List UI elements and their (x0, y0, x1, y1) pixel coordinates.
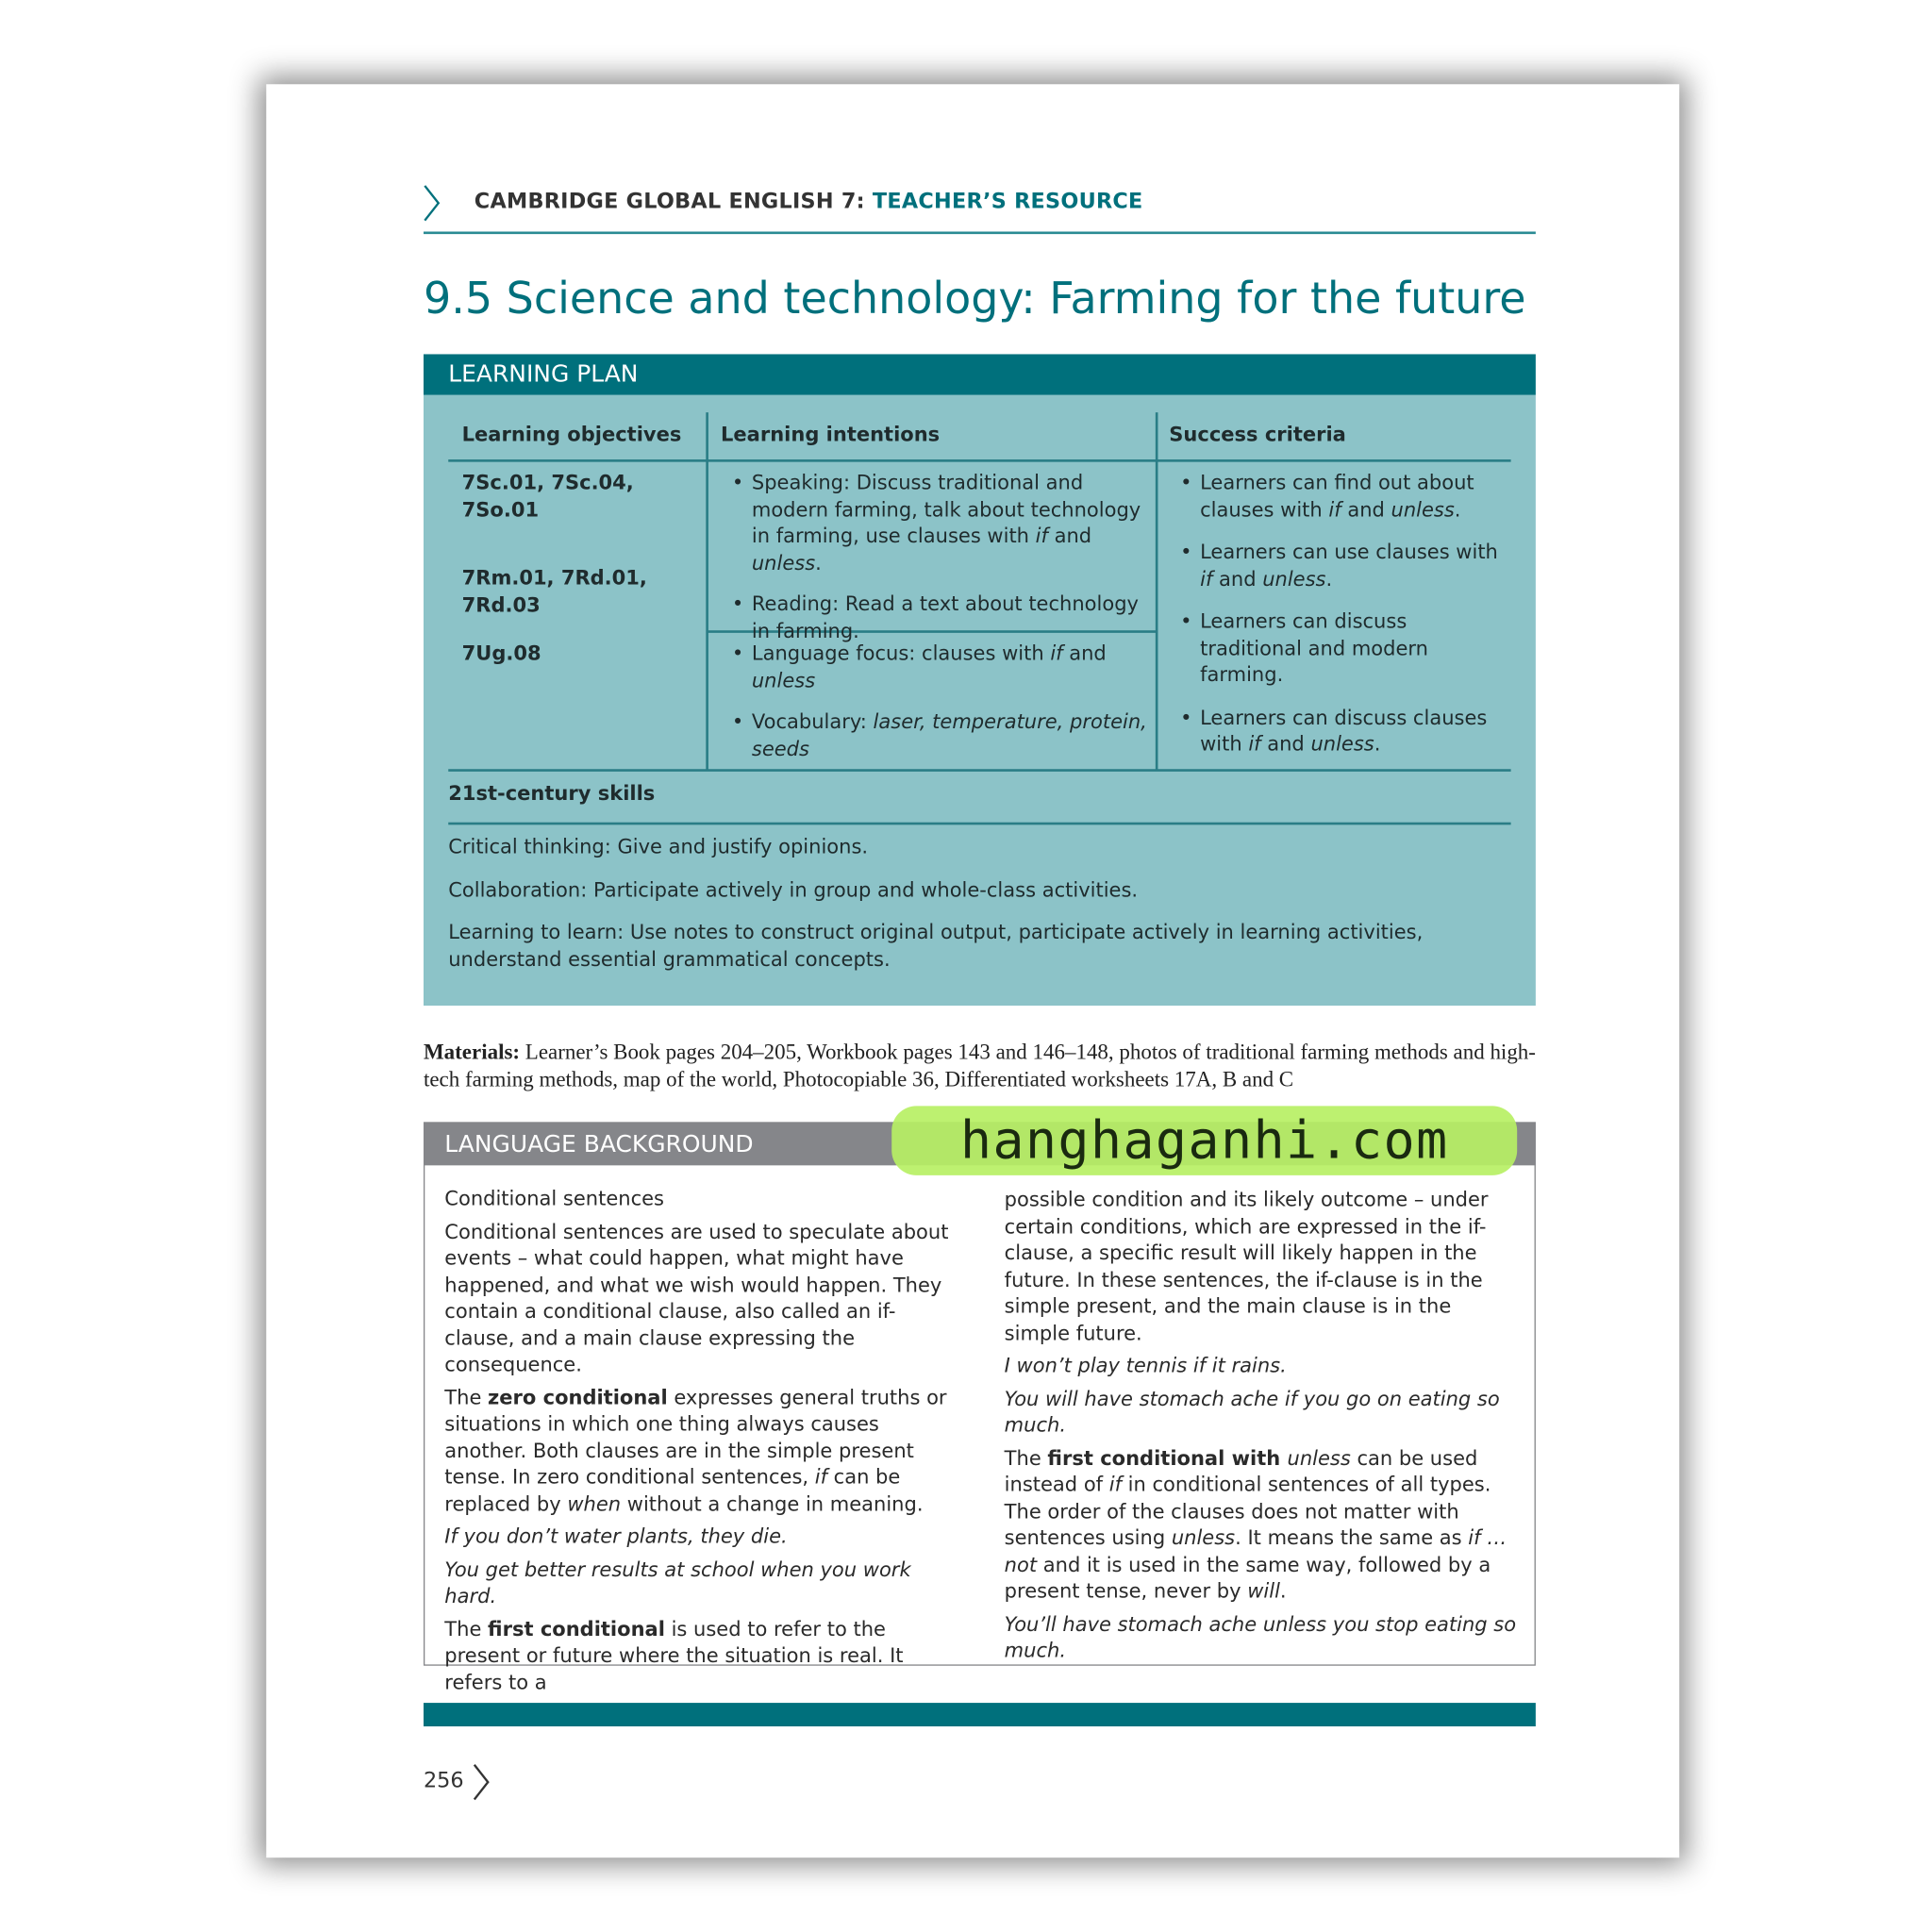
skill-label: Collaboration: (448, 877, 588, 902)
materials-label: Materials: (423, 1039, 521, 1064)
example-sentence: You get better results at school when you work hard. (444, 1557, 911, 1608)
term: if (814, 1465, 827, 1489)
item-text: . (815, 550, 822, 575)
watermark-text: hanghaganhi.com (959, 1109, 1449, 1171)
term: will (1247, 1578, 1280, 1603)
intentions-list (721, 641, 1148, 776)
skill-text: Use notes to construct original output, participate actively in learning activities, understand essential grammatical concepts. (448, 920, 1424, 971)
item-text: Learners can find out about clauses with (1200, 470, 1474, 522)
language-background-right-column (1005, 1187, 1523, 1671)
language-background-left-column (444, 1185, 962, 1701)
item-italic: unless (1310, 731, 1374, 756)
header-rule (424, 231, 1536, 234)
skills-list (448, 834, 1476, 973)
item-text: and (1062, 641, 1107, 665)
resource-title: TEACHER’S RESOURCE (872, 189, 1143, 215)
skill-text: Give and justify opinions. (610, 834, 869, 858)
learning-plan-label: LEARNING PLAN (448, 360, 639, 388)
term: first conditional with (1047, 1445, 1288, 1470)
text: . (1279, 1578, 1287, 1603)
criteria-list (1169, 470, 1506, 773)
text: is used to refer to the present or future where the situation is real. It refers to a (444, 1616, 904, 1694)
skill-item (448, 876, 1476, 903)
item-label: Language focus: (751, 641, 916, 665)
item-text: Read a text about technology in farming. (751, 591, 1139, 642)
item-italic: unless (751, 550, 816, 575)
series-title: CAMBRIDGE GLOBAL ENGLISH 7: (474, 189, 865, 215)
item-label: Speaking: (751, 470, 851, 494)
item-text: Learners can use clauses with (1200, 540, 1498, 564)
item-italic: if (1200, 566, 1213, 591)
item-text: Learners can discuss traditional and modern farming. (1200, 608, 1428, 687)
item-italic: if (1248, 731, 1261, 756)
example-sentence: You’ll have stomach ache unless you stop eating so much. (1004, 1611, 1517, 1662)
skill-text: Participate actively in group and whole-class activities. (587, 877, 1139, 902)
item-text: . (1374, 731, 1381, 756)
column-header: Learning objectives (461, 422, 682, 446)
item-text: Learners can discuss clauses with (1200, 705, 1488, 756)
subheading: Conditional sentences (444, 1186, 664, 1210)
text: expresses general truths or situations in which one thing always causes another. Both clauses are in the simple present tense. In zero conditional sentences, (444, 1385, 947, 1489)
skills-heading: 21st-century skills (448, 781, 656, 806)
list-item (721, 708, 1148, 761)
item-italic: if (1328, 497, 1341, 522)
text: can be used instead of (1004, 1445, 1478, 1496)
objective-codes: 7Ug.08 (461, 641, 541, 665)
term: if (1108, 1472, 1122, 1496)
objective-codes: 7Rm.01, 7Rd.01, 7Rd.03 (461, 565, 647, 617)
chevron-right-icon (471, 1762, 493, 1802)
item-text: and (1341, 497, 1391, 522)
term: zero conditional (488, 1385, 668, 1409)
list-item (1169, 539, 1506, 591)
column-header: Success criteria (1169, 422, 1346, 446)
materials (424, 1038, 1539, 1092)
item-text: . (1325, 566, 1333, 591)
text: The (1004, 1445, 1048, 1470)
footer-bar (424, 1703, 1536, 1726)
chevron-right-icon (421, 183, 443, 223)
page-number: 256 (423, 1768, 464, 1793)
divider (448, 459, 1510, 462)
intentions-list (721, 470, 1148, 659)
divider (706, 412, 708, 770)
learning-plan-header (424, 354, 1536, 394)
item-label: Reading: (751, 591, 840, 616)
paragraph (444, 1616, 962, 1696)
item-text: . (1454, 497, 1461, 522)
item-text: and (1212, 566, 1263, 591)
item-italic: unless (751, 668, 816, 692)
paragraph (444, 1384, 962, 1517)
item-italic: if (1035, 524, 1048, 548)
language-background-label: LANGUAGE BACKGROUND (444, 1130, 754, 1158)
term: first conditional (488, 1616, 665, 1641)
column-header: Learning intentions (721, 422, 941, 446)
term: if … not (1004, 1525, 1507, 1576)
example-sentence: You will have stomach ache if you go on eating so much. (1004, 1386, 1500, 1437)
term: unless (1287, 1445, 1351, 1470)
item-italic: unless (1391, 497, 1455, 522)
skill-label: Learning to learn: (448, 920, 625, 944)
page-title: 9.5 Science and technology: Farming for the future (423, 275, 1526, 325)
list-item (721, 641, 1148, 693)
skill-item (448, 834, 1476, 860)
item-text: and (1047, 524, 1092, 548)
item-italic: laser, temperature, protein, seeds (751, 709, 1147, 760)
text: without a change in meaning. (621, 1491, 924, 1516)
term: when (567, 1491, 622, 1516)
item-italic: if (1050, 641, 1063, 665)
paragraph: Conditional sentences are used to speculate about events – what could happen, what might have happened, and what we wish would happen. They contain a conditional clause, also called an if-clause, and a main clause expressing the consequence. (444, 1219, 949, 1376)
text: . It means the same as (1235, 1525, 1469, 1550)
list-item (1169, 470, 1506, 523)
paragraph: possible condition and its likely outcome – under certain conditions, which are expressed in the if-clause, a specific result will likely happen in the future. In these sentences, the if-clause is in the simple present, and the main clause is in the simple future. (1004, 1187, 1489, 1345)
text: and it is used in the same way, followed by a present tense, never by (1004, 1552, 1491, 1603)
item-text: Discuss traditional and modern farming, talk about technology in farming, use clauses with (751, 470, 1141, 548)
example-sentence: If you don’t water plants, they die. (444, 1524, 788, 1549)
running-header (475, 190, 1143, 214)
text: can be replaced by (444, 1465, 901, 1516)
list-item (1169, 608, 1506, 689)
item-text: clauses with (922, 641, 1051, 665)
text: The (444, 1385, 489, 1409)
text: in conditional sentences of all types. The order of the clauses does not matter with sentences using (1004, 1472, 1491, 1550)
list-item (1169, 704, 1506, 757)
paragraph (1005, 1444, 1523, 1604)
divider (448, 823, 1510, 825)
item-label: Vocabulary: (751, 709, 867, 734)
watermark (891, 1106, 1517, 1175)
item-text: and (1260, 731, 1311, 756)
example-sentence: I won’t play tennis if it rains. (1004, 1353, 1287, 1377)
item-italic: unless (1262, 566, 1326, 591)
objective-codes: 7Sc.01, 7Sc.04, 7So.01 (461, 470, 634, 522)
skill-item (448, 919, 1476, 972)
divider (1156, 412, 1158, 770)
skill-label: Critical thinking: (448, 834, 611, 858)
list-item (721, 470, 1148, 576)
materials-text: Learner’s Book pages 204–205, Workbook pages 143 and 146–148, photos of traditional farming methods and high-tech farming methods, map of the world, Photocopiable 36, Differentiated worksheets 17A, B and C (423, 1039, 1536, 1091)
text: The (444, 1616, 489, 1641)
term: unless (1171, 1525, 1236, 1550)
list-item (721, 591, 1148, 643)
